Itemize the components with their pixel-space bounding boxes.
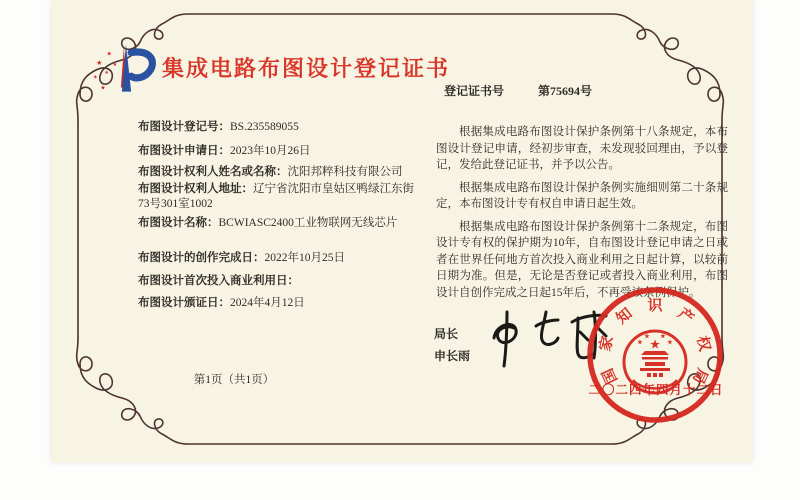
svg-text:★: ★ <box>637 340 643 346</box>
seal-char: 产 <box>674 305 697 328</box>
svg-text:★: ★ <box>106 51 112 58</box>
field-application-date <box>138 144 416 159</box>
svg-text:★: ★ <box>660 334 666 340</box>
field-holder-address <box>138 182 416 212</box>
seal-date: 二〇二四年四月十二日 <box>588 383 724 397</box>
legal-text <box>436 124 728 307</box>
certificate-title: 集成电路布图设计登记证书 <box>162 56 451 81</box>
legal-paragraph-1: 根据集成电路布图设计保护条例第十八条规定，本布图设计登记申请，经初步审查，未发现驳回理由，予以登记，发给此登记证书，并予以公告。 <box>436 126 728 171</box>
field-label: 布图设计登记号： <box>138 121 230 133</box>
field-first-commercial-use-date <box>138 274 416 289</box>
svg-text:★: ★ <box>93 74 98 81</box>
field-value: BCWIASC2400工业物联网无线芯片 <box>218 217 398 229</box>
field-label: 布图设计首次投入商业利用日： <box>138 275 299 287</box>
page-number: 第1页（共1页） <box>193 374 275 386</box>
field-label: 布图设计权利人姓名或名称： <box>138 166 288 178</box>
field-value: 2024年4月12日 <box>230 297 305 309</box>
signer-block <box>434 328 470 372</box>
field-value: 沈阳邦粹科技有限公司 <box>287 166 403 178</box>
field-value: 2023年10月26日 <box>230 145 311 157</box>
svg-text:★: ★ <box>650 339 660 351</box>
seal-char: 国 <box>600 365 621 386</box>
seal-char: 知 <box>613 305 636 328</box>
svg-text:★: ★ <box>667 340 673 346</box>
legal-paragraph-3: 根据集成电路布图设计保护条例第十二条规定，布图设计专有权的保护期为10年，自布图设计登记申请之日或者在世界任何地方首次投入商业利用之日起计算，以较前日期为准。但是，无论是否登记或者投入商业利用，布图设计自创作完成之日起15年后，不再受该条例保护。 <box>436 220 728 299</box>
field-value: 辽宁省沈阳市皇姑区鸭绿江东街73号301室1002 <box>138 183 414 210</box>
registration-fields <box>138 120 416 311</box>
field-design-name <box>138 216 416 231</box>
svg-text:★: ★ <box>96 58 103 67</box>
field-registration-number <box>138 120 416 135</box>
field-label: 布图设计颁证日： <box>138 297 230 309</box>
field-issue-date <box>138 296 416 311</box>
legal-paragraph-2: 根据集成电路布图设计保护条例实施细则第二十条规定，本布图设计专有权自申请日起生效。 <box>436 181 728 210</box>
certificate-number-value: 第75694号 <box>538 84 593 98</box>
certificate-number-row <box>444 82 592 99</box>
seal-char: 识 <box>647 298 663 314</box>
official-seal <box>585 285 725 425</box>
cnipa-logo-icon <box>90 42 162 96</box>
field-holder-name <box>138 165 416 180</box>
seal-char: 家 <box>597 334 617 353</box>
field-value: BS.235589055 <box>230 121 299 133</box>
certificate-paper <box>52 0 752 462</box>
svg-text:★: ★ <box>104 70 110 77</box>
seal-char: 局 <box>689 365 710 386</box>
field-label: 布图设计名称： <box>138 217 219 229</box>
seal-char: 权 <box>693 334 713 353</box>
svg-text:★: ★ <box>644 334 650 340</box>
svg-text:★: ★ <box>112 61 118 68</box>
field-label: 布图设计申请日： <box>138 145 230 157</box>
signer-name: 申长雨 <box>434 349 471 363</box>
field-value: 2022年10月25日 <box>264 252 345 264</box>
field-creation-date <box>138 251 416 266</box>
field-label: 布图设计的创作完成日： <box>138 252 265 264</box>
svg-text:★: ★ <box>100 85 106 92</box>
field-label: 布图设计权利人地址： <box>138 183 253 195</box>
certificate-number-label: 登记证书号 <box>444 84 505 98</box>
signer-title: 局长 <box>434 327 459 341</box>
